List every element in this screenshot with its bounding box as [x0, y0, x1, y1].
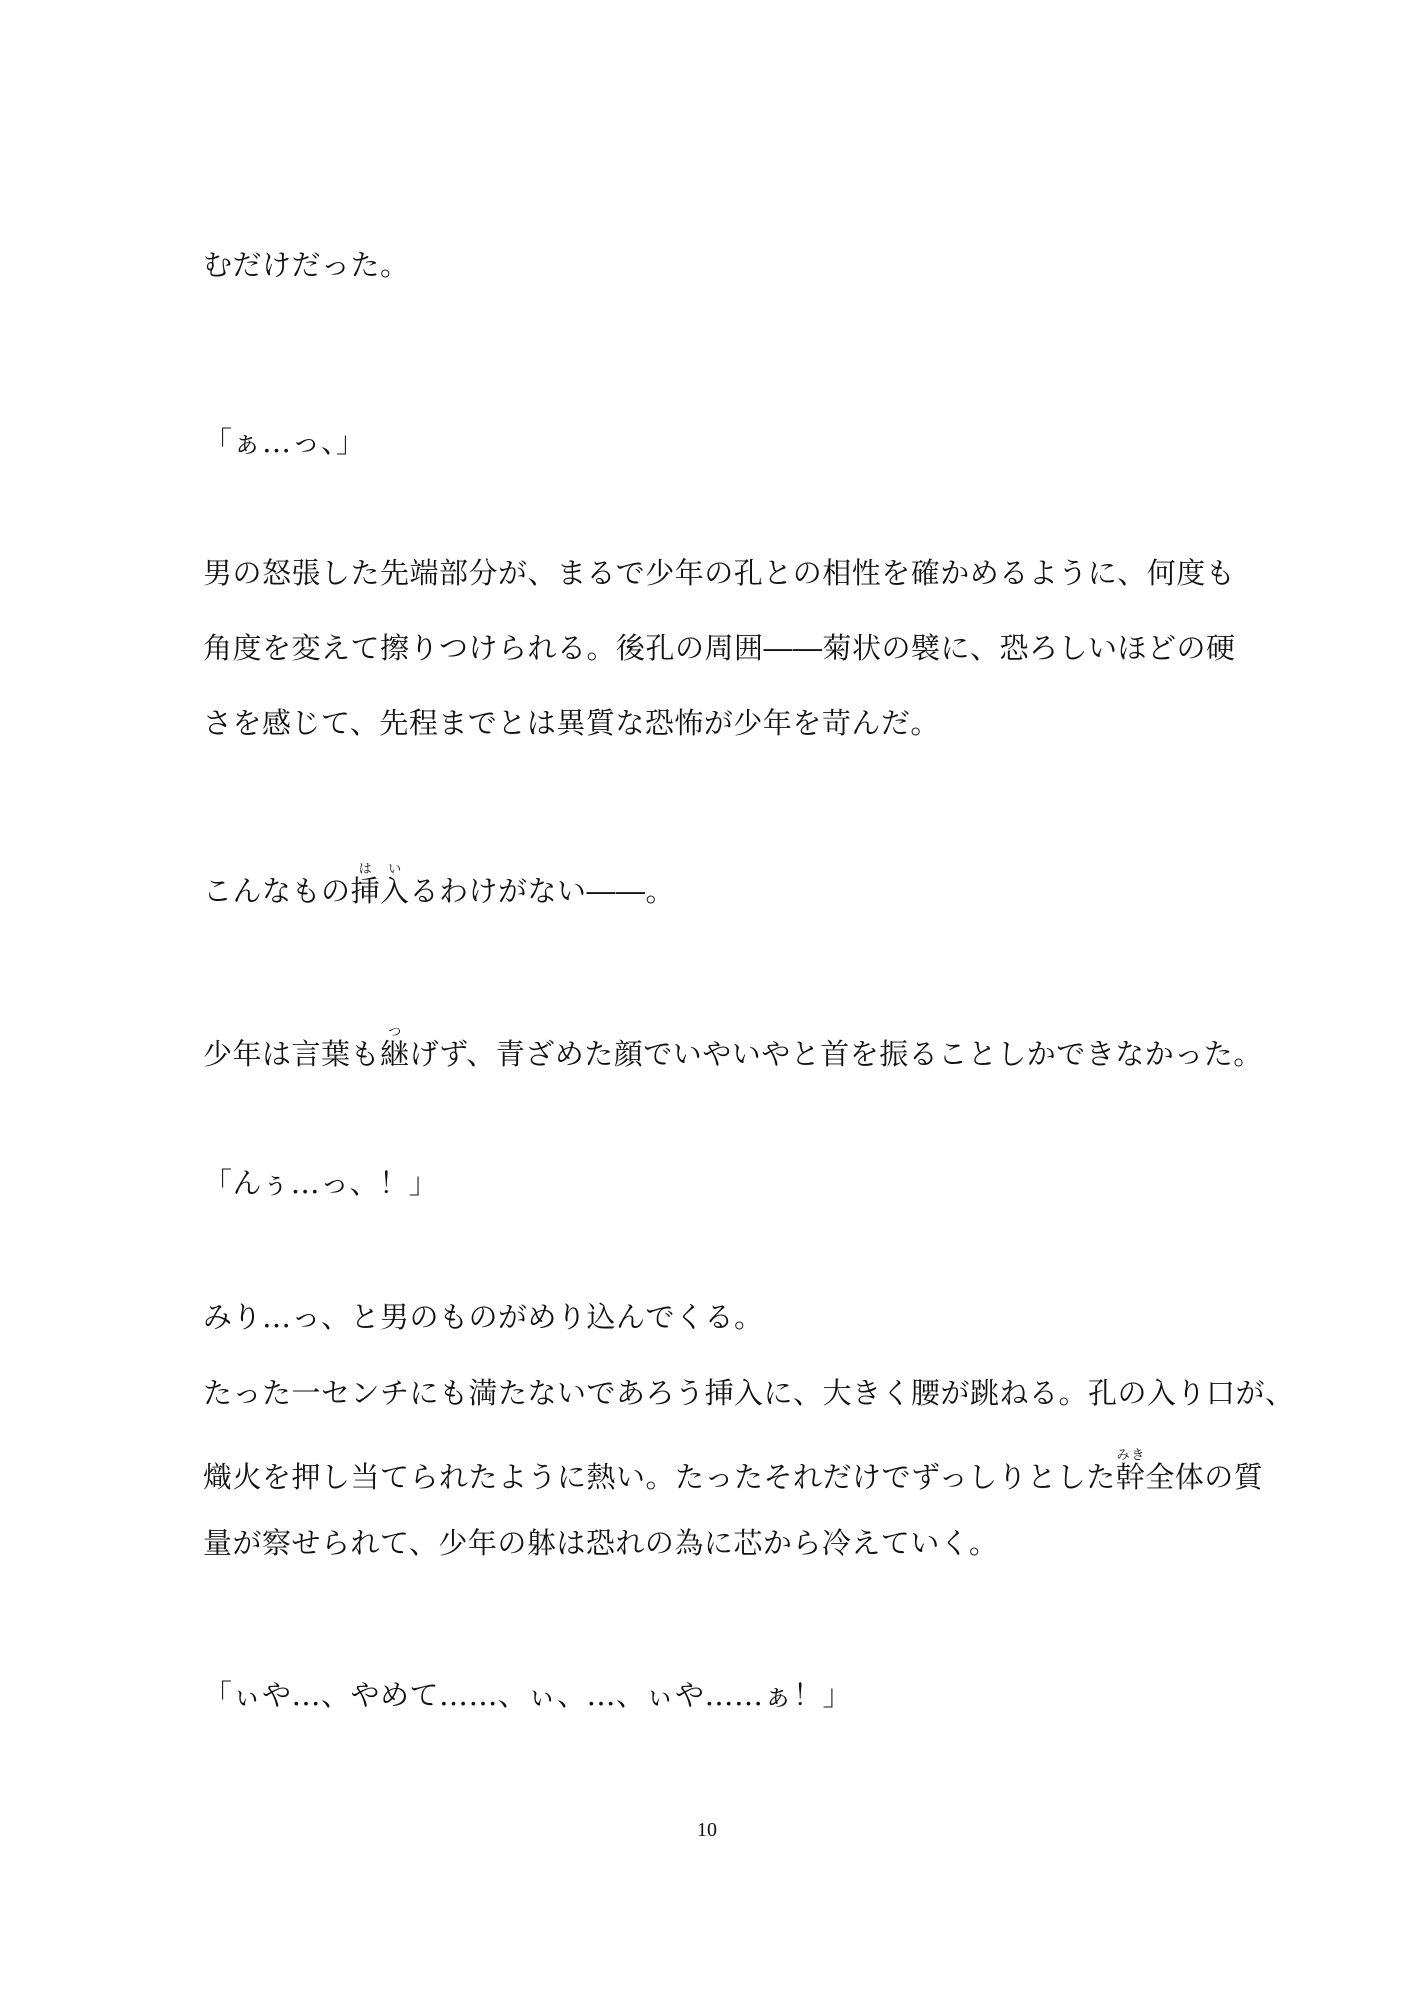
text-line: さを感じて、先程までとは異質な恐怖が少年を苛んだ。 [203, 706, 940, 740]
ruby-annotation [380, 1025, 410, 1071]
line-segment: 少年は言葉も [203, 1037, 381, 1071]
text-line: むだけだった。 [203, 248, 410, 282]
text-line-with-ruby [203, 1025, 1263, 1074]
text-line-with-ruby [203, 1448, 1264, 1497]
dialogue-line: 「ぃや…、やめて……、ぃ、…、ぃや……ぁ！」 [203, 1678, 853, 1712]
ruby-base: 幹 [1115, 1460, 1146, 1494]
text-line: たった一センチにも満たないであろう挿入に、大きく腰が跳ねる。孔の入り口が、 [203, 1376, 1295, 1410]
ruby-reading: みき [1115, 1448, 1146, 1463]
line-segment: 全体の質 [1145, 1460, 1264, 1494]
text-line: みり…っ、と男のものがめり込んでくる。 [203, 1300, 764, 1334]
line-segment: 熾火を押し当てられたように熱い。たったそれだけでずっしりとした [203, 1460, 1116, 1494]
line-segment: るわけがない――。 [409, 874, 676, 908]
ruby-reading: つ [380, 1025, 410, 1040]
text-line: 角度を変えて擦りつけられる。後孔の周囲――菊状の襞に、恐ろしいほどの硬 [203, 631, 1236, 665]
text-line: 男の怒張した先端部分が、まるで少年の孔との相性を確かめるように、何度も [203, 556, 1236, 590]
dialogue-line: 「んぅ…っ、！」 [203, 1166, 439, 1200]
ruby-base: 継 [380, 1037, 410, 1071]
ruby-annotation [350, 862, 410, 908]
ruby-reading: はい [350, 862, 410, 877]
line-segment: げず、青ざめた顔でいやいやと首を振ることしかできなかった。 [409, 1037, 1263, 1071]
text-line: 量が察せられて、少年の躰は恐れの為に芯から冷えていく。 [203, 1526, 999, 1560]
text-line-with-ruby [203, 862, 1213, 911]
line-segment: こんなもの [203, 874, 351, 908]
ruby-annotation [1115, 1448, 1146, 1494]
ruby-base: 挿入 [350, 874, 410, 908]
dialogue-line: 「ぁ…っ、」 [203, 425, 366, 459]
page-number: 10 [697, 1819, 717, 1841]
